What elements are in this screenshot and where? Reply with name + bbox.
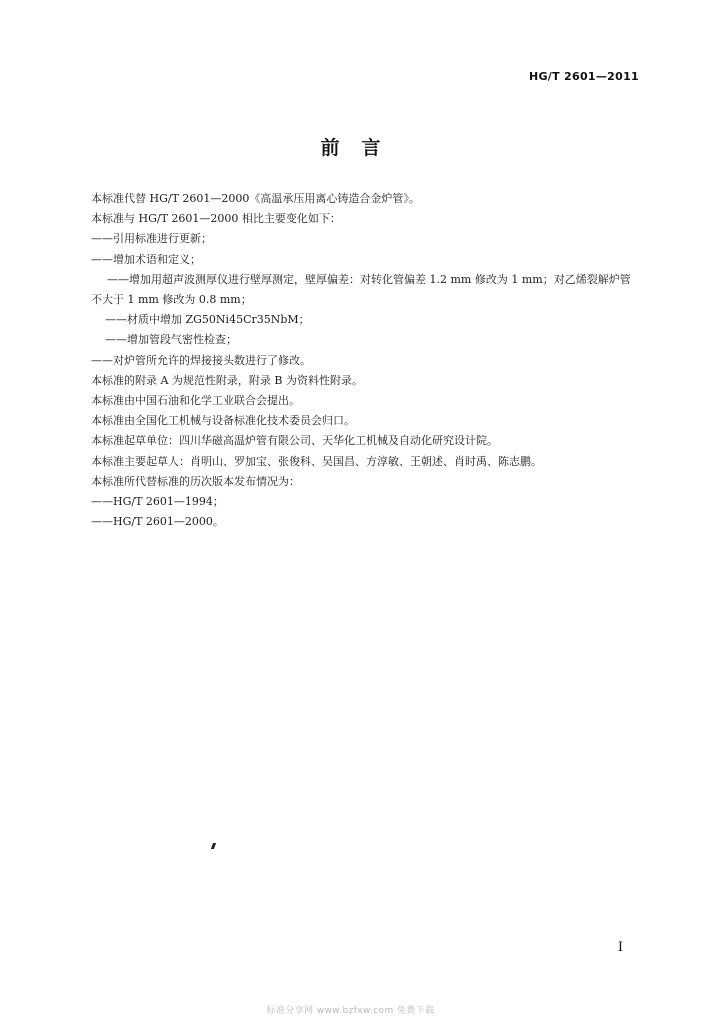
list-item-references: ——引用标准进行更新；: [91, 232, 212, 246]
list-item-thickness: ——增加用超声波测厚仪进行壁厚测定，壁厚偏差：对转化管偏差 1.2 mm 修改为 1 mm；对乙烯裂解炉管不大于 1 mm 修改为 0.8 mm；: [91, 272, 631, 307]
page-title: 前言: [320, 137, 403, 159]
list-item-welds: ——对炉管所允许的焊接接头数进行了修改。: [91, 353, 311, 367]
paragraph-drafting-units: 本标准起草单位：四川华磁高温炉管有限公司、天华化工机械及自动化研究设计院。: [91, 434, 498, 448]
paragraph-annexes: 本标准的附录 A 为规范性附录，附录 B 为资料性附录。: [91, 373, 364, 387]
stray-mark: [211, 843, 216, 849]
standard-number: HG/T 2601—2011: [528, 70, 639, 83]
list-item-edition-1994: ——HG/T 2601—1994；: [91, 495, 224, 509]
page-number: I: [617, 940, 623, 955]
list-item-terms: ——增加术语和定义；: [91, 252, 201, 266]
foreword-body: [91, 189, 636, 532]
list-item-edition-2000: ——HG/T 2601—2000。: [91, 515, 224, 529]
list-item-airtightness: ——增加管段气密性检查；: [105, 333, 237, 347]
paragraph-drafters: 本标准主要起草人：肖明山、罗加宝、张俊科、吴国昌、方淳敏、王朝述、肖时禹、陈志鹏。: [91, 454, 542, 468]
paragraph-proposed-by: 本标准由中国石油和化学工业联合会提出。: [91, 394, 300, 408]
paragraph-administered-by: 本标准由全国化工机械与设备标准化技术委员会归口。: [91, 414, 355, 428]
footer-watermark: 标准分享网 www.bzfxw.com 免费下载: [266, 1006, 435, 1016]
list-item-material: ——材质中增加 ZG50Ni45Cr35NbM；: [105, 313, 310, 327]
paragraph-history-intro: 本标准所代替标准的历次版本发布情况为：: [91, 474, 300, 488]
paragraph-changes-intro: 本标准与 HG/T 2601—2000 相比主要变化如下：: [91, 212, 341, 226]
paragraph-replaces: 本标准代替 HG/T 2601—2000《高温承压用离心铸造合金炉管》。: [91, 192, 420, 205]
